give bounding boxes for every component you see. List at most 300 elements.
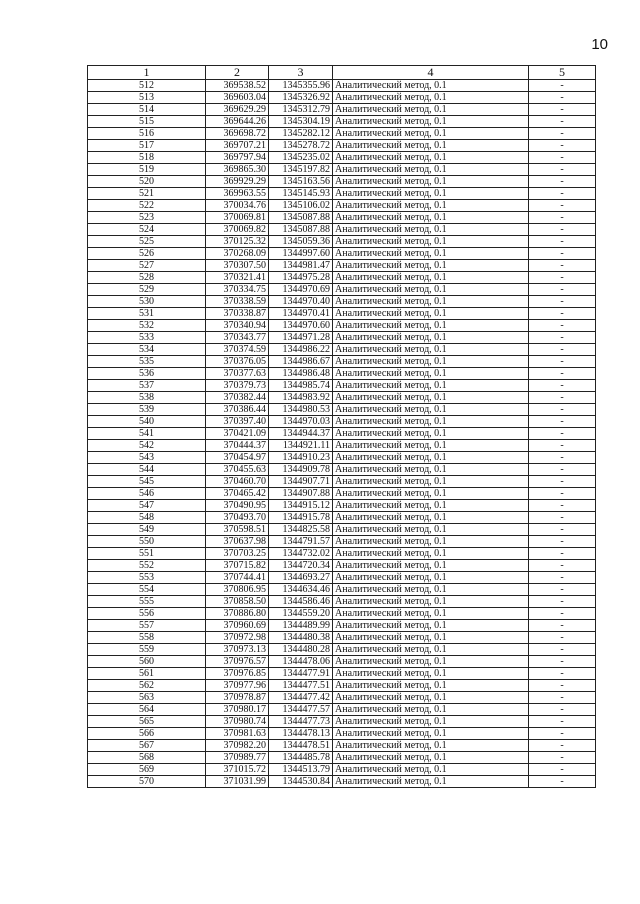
header-cell: 3: [269, 66, 333, 80]
note-cell: -: [529, 776, 596, 788]
point-number-cell: 556: [88, 608, 206, 620]
note-cell: -: [529, 740, 596, 752]
x-coordinate-cell: 370321.41: [206, 272, 269, 284]
table-row: [88, 80, 596, 92]
method-cell: Аналитический метод, 0.1: [333, 164, 529, 176]
table-row: [88, 152, 596, 164]
y-coordinate-cell: 1344997.60: [269, 248, 333, 260]
note-cell: -: [529, 104, 596, 116]
note-cell: -: [529, 512, 596, 524]
method-cell: Аналитический метод, 0.1: [333, 152, 529, 164]
method-cell: Аналитический метод, 0.1: [333, 80, 529, 92]
table-row: [88, 272, 596, 284]
method-cell: Аналитический метод, 0.1: [333, 548, 529, 560]
note-cell: -: [529, 272, 596, 284]
method-cell: Аналитический метод, 0.1: [333, 404, 529, 416]
x-coordinate-cell: 370806.95: [206, 584, 269, 596]
point-number-cell: 561: [88, 668, 206, 680]
point-number-cell: 517: [88, 140, 206, 152]
point-number-cell: 570: [88, 776, 206, 788]
x-coordinate-cell: 370069.81: [206, 212, 269, 224]
x-coordinate-cell: 370493.70: [206, 512, 269, 524]
x-coordinate-cell: 369538.52: [206, 80, 269, 92]
y-coordinate-cell: 1345235.02: [269, 152, 333, 164]
y-coordinate-cell: 1344559.20: [269, 608, 333, 620]
point-number-cell: 513: [88, 92, 206, 104]
x-coordinate-cell: 369707.21: [206, 140, 269, 152]
table-row: [88, 716, 596, 728]
point-number-cell: 549: [88, 524, 206, 536]
point-number-cell: 543: [88, 452, 206, 464]
method-cell: Аналитический метод, 0.1: [333, 416, 529, 428]
table-row: [88, 668, 596, 680]
table-row: [88, 656, 596, 668]
point-number-cell: 569: [88, 764, 206, 776]
table-row: [88, 380, 596, 392]
point-number-cell: 536: [88, 368, 206, 380]
x-coordinate-cell: 370379.73: [206, 380, 269, 392]
table-row: [88, 200, 596, 212]
table-body: [88, 80, 596, 788]
method-cell: Аналитический метод, 0.1: [333, 680, 529, 692]
x-coordinate-cell: 370960.69: [206, 620, 269, 632]
y-coordinate-cell: 1344980.53: [269, 404, 333, 416]
y-coordinate-cell: 1345087.88: [269, 212, 333, 224]
note-cell: -: [529, 608, 596, 620]
y-coordinate-cell: 1344720.34: [269, 560, 333, 572]
note-cell: -: [529, 728, 596, 740]
note-cell: -: [529, 248, 596, 260]
note-cell: -: [529, 704, 596, 716]
x-coordinate-cell: 370465.42: [206, 488, 269, 500]
table-row: [88, 644, 596, 656]
method-cell: Аналитический метод, 0.1: [333, 344, 529, 356]
x-coordinate-cell: 370744.41: [206, 572, 269, 584]
y-coordinate-cell: 1344693.27: [269, 572, 333, 584]
table-row: [88, 416, 596, 428]
y-coordinate-cell: 1344530.84: [269, 776, 333, 788]
note-cell: -: [529, 428, 596, 440]
x-coordinate-cell: 370377.63: [206, 368, 269, 380]
table-row: [88, 260, 596, 272]
method-cell: Аналитический метод, 0.1: [333, 200, 529, 212]
point-number-cell: 533: [88, 332, 206, 344]
table-row: [88, 620, 596, 632]
method-cell: Аналитический метод, 0.1: [333, 584, 529, 596]
note-cell: -: [529, 692, 596, 704]
x-coordinate-cell: 370989.77: [206, 752, 269, 764]
point-number-cell: 566: [88, 728, 206, 740]
y-coordinate-cell: 1344985.74: [269, 380, 333, 392]
x-coordinate-cell: 370444.37: [206, 440, 269, 452]
method-cell: Аналитический метод, 0.1: [333, 596, 529, 608]
table-row: [88, 524, 596, 536]
y-coordinate-cell: 1344975.28: [269, 272, 333, 284]
method-cell: Аналитический метод, 0.1: [333, 668, 529, 680]
point-number-cell: 550: [88, 536, 206, 548]
x-coordinate-cell: 370858.50: [206, 596, 269, 608]
table-row: [88, 368, 596, 380]
x-coordinate-cell: 369963.55: [206, 188, 269, 200]
x-coordinate-cell: 370307.50: [206, 260, 269, 272]
point-number-cell: 545: [88, 476, 206, 488]
note-cell: -: [529, 764, 596, 776]
x-coordinate-cell: 370976.57: [206, 656, 269, 668]
note-cell: -: [529, 416, 596, 428]
x-coordinate-cell: 370490.95: [206, 500, 269, 512]
table-row: [88, 584, 596, 596]
point-number-cell: 514: [88, 104, 206, 116]
x-coordinate-cell: 369629.29: [206, 104, 269, 116]
note-cell: -: [529, 224, 596, 236]
point-number-cell: 529: [88, 284, 206, 296]
note-cell: -: [529, 332, 596, 344]
y-coordinate-cell: 1344915.12: [269, 500, 333, 512]
y-coordinate-cell: 1344986.48: [269, 368, 333, 380]
note-cell: -: [529, 524, 596, 536]
point-number-cell: 538: [88, 392, 206, 404]
point-number-cell: 516: [88, 128, 206, 140]
note-cell: -: [529, 404, 596, 416]
table-row: [88, 224, 596, 236]
table-row: [88, 740, 596, 752]
y-coordinate-cell: 1344915.78: [269, 512, 333, 524]
note-cell: -: [529, 668, 596, 680]
table-row: [88, 464, 596, 476]
x-coordinate-cell: 370338.59: [206, 296, 269, 308]
y-coordinate-cell: 1344489.99: [269, 620, 333, 632]
point-number-cell: 568: [88, 752, 206, 764]
method-cell: Аналитический метод, 0.1: [333, 212, 529, 224]
table-row: [88, 440, 596, 452]
method-cell: Аналитический метод, 0.1: [333, 248, 529, 260]
y-coordinate-cell: 1344825.58: [269, 524, 333, 536]
y-coordinate-cell: 1344478.51: [269, 740, 333, 752]
point-number-cell: 539: [88, 404, 206, 416]
method-cell: Аналитический метод, 0.1: [333, 92, 529, 104]
x-coordinate-cell: 370374.59: [206, 344, 269, 356]
y-coordinate-cell: 1344477.91: [269, 668, 333, 680]
method-cell: Аналитический метод, 0.1: [333, 728, 529, 740]
note-cell: -: [529, 716, 596, 728]
note-cell: -: [529, 560, 596, 572]
x-coordinate-cell: 370340.94: [206, 320, 269, 332]
method-cell: Аналитический метод, 0.1: [333, 116, 529, 128]
method-cell: Аналитический метод, 0.1: [333, 776, 529, 788]
y-coordinate-cell: 1344907.88: [269, 488, 333, 500]
y-coordinate-cell: 1344478.13: [269, 728, 333, 740]
y-coordinate-cell: 1344513.79: [269, 764, 333, 776]
note-cell: -: [529, 440, 596, 452]
y-coordinate-cell: 1345326.92: [269, 92, 333, 104]
note-cell: -: [529, 356, 596, 368]
x-coordinate-cell: 370386.44: [206, 404, 269, 416]
x-coordinate-cell: 370376.05: [206, 356, 269, 368]
method-cell: Аналитический метод, 0.1: [333, 356, 529, 368]
method-cell: Аналитический метод, 0.1: [333, 272, 529, 284]
y-coordinate-cell: 1345197.82: [269, 164, 333, 176]
x-coordinate-cell: 370973.13: [206, 644, 269, 656]
method-cell: Аналитический метод, 0.1: [333, 380, 529, 392]
note-cell: -: [529, 128, 596, 140]
method-cell: Аналитический метод, 0.1: [333, 224, 529, 236]
method-cell: Аналитический метод, 0.1: [333, 512, 529, 524]
point-number-cell: 528: [88, 272, 206, 284]
table-row: [88, 560, 596, 572]
note-cell: -: [529, 752, 596, 764]
point-number-cell: 560: [88, 656, 206, 668]
y-coordinate-cell: 1344480.28: [269, 644, 333, 656]
x-coordinate-cell: 369698.72: [206, 128, 269, 140]
note-cell: -: [529, 152, 596, 164]
method-cell: Аналитический метод, 0.1: [333, 320, 529, 332]
table-row: [88, 680, 596, 692]
method-cell: Аналитический метод, 0.1: [333, 704, 529, 716]
x-coordinate-cell: 369929.29: [206, 176, 269, 188]
method-cell: Аналитический метод, 0.1: [333, 188, 529, 200]
table-row: [88, 632, 596, 644]
y-coordinate-cell: 1345304.19: [269, 116, 333, 128]
point-number-cell: 518: [88, 152, 206, 164]
y-coordinate-cell: 1345312.79: [269, 104, 333, 116]
point-number-cell: 523: [88, 212, 206, 224]
x-coordinate-cell: 370977.96: [206, 680, 269, 692]
x-coordinate-cell: 369797.94: [206, 152, 269, 164]
x-coordinate-cell: 370637.98: [206, 536, 269, 548]
y-coordinate-cell: 1344907.71: [269, 476, 333, 488]
method-cell: Аналитический метод, 0.1: [333, 284, 529, 296]
y-coordinate-cell: 1345059.36: [269, 236, 333, 248]
y-coordinate-cell: 1345087.88: [269, 224, 333, 236]
point-number-cell: 512: [88, 80, 206, 92]
y-coordinate-cell: 1344921.11: [269, 440, 333, 452]
table-row: [88, 212, 596, 224]
table-row: [88, 692, 596, 704]
method-cell: Аналитический метод, 0.1: [333, 500, 529, 512]
method-cell: Аналитический метод, 0.1: [333, 236, 529, 248]
table-row: [88, 452, 596, 464]
note-cell: -: [529, 644, 596, 656]
note-cell: -: [529, 92, 596, 104]
x-coordinate-cell: 370460.70: [206, 476, 269, 488]
table-row: [88, 500, 596, 512]
note-cell: -: [529, 260, 596, 272]
point-number-cell: 535: [88, 356, 206, 368]
point-number-cell: 521: [88, 188, 206, 200]
point-number-cell: 534: [88, 344, 206, 356]
point-number-cell: 515: [88, 116, 206, 128]
y-coordinate-cell: 1344970.41: [269, 308, 333, 320]
table-row: [88, 320, 596, 332]
method-cell: Аналитический метод, 0.1: [333, 176, 529, 188]
note-cell: -: [529, 572, 596, 584]
point-number-cell: 541: [88, 428, 206, 440]
point-number-cell: 546: [88, 488, 206, 500]
point-number-cell: 537: [88, 380, 206, 392]
x-coordinate-cell: 370598.51: [206, 524, 269, 536]
note-cell: -: [529, 380, 596, 392]
y-coordinate-cell: 1344478.06: [269, 656, 333, 668]
x-coordinate-cell: 370421.09: [206, 428, 269, 440]
method-cell: Аналитический метод, 0.1: [333, 524, 529, 536]
note-cell: -: [529, 176, 596, 188]
note-cell: -: [529, 140, 596, 152]
table-row: [88, 752, 596, 764]
y-coordinate-cell: 1344910.23: [269, 452, 333, 464]
table-row: [88, 392, 596, 404]
note-cell: -: [529, 632, 596, 644]
y-coordinate-cell: 1344485.78: [269, 752, 333, 764]
table-row: [88, 116, 596, 128]
y-coordinate-cell: 1344586.46: [269, 596, 333, 608]
x-coordinate-cell: 370886.80: [206, 608, 269, 620]
point-number-cell: 522: [88, 200, 206, 212]
table-row: [88, 140, 596, 152]
note-cell: -: [529, 296, 596, 308]
method-cell: Аналитический метод, 0.1: [333, 428, 529, 440]
page-number: 10: [591, 36, 608, 53]
table-row: [88, 776, 596, 788]
point-number-cell: 544: [88, 464, 206, 476]
y-coordinate-cell: 1344971.28: [269, 332, 333, 344]
y-coordinate-cell: 1345145.93: [269, 188, 333, 200]
method-cell: Аналитический метод, 0.1: [333, 476, 529, 488]
point-number-cell: 555: [88, 596, 206, 608]
note-cell: -: [529, 368, 596, 380]
x-coordinate-cell: 370338.87: [206, 308, 269, 320]
method-cell: Аналитический метод, 0.1: [333, 656, 529, 668]
table-row: [88, 236, 596, 248]
note-cell: -: [529, 464, 596, 476]
method-cell: Аналитический метод, 0.1: [333, 332, 529, 344]
method-cell: Аналитический метод, 0.1: [333, 140, 529, 152]
header-cell: 4: [333, 66, 529, 80]
y-coordinate-cell: 1345282.12: [269, 128, 333, 140]
method-cell: Аналитический метод, 0.1: [333, 716, 529, 728]
table-row: [88, 164, 596, 176]
y-coordinate-cell: 1344477.51: [269, 680, 333, 692]
y-coordinate-cell: 1344986.67: [269, 356, 333, 368]
method-cell: Аналитический метод, 0.1: [333, 296, 529, 308]
point-number-cell: 567: [88, 740, 206, 752]
table-row: [88, 512, 596, 524]
x-coordinate-cell: 370972.98: [206, 632, 269, 644]
header-cell: 2: [206, 66, 269, 80]
y-coordinate-cell: 1345163.56: [269, 176, 333, 188]
y-coordinate-cell: 1344970.03: [269, 416, 333, 428]
method-cell: Аналитический метод, 0.1: [333, 632, 529, 644]
note-cell: -: [529, 596, 596, 608]
coordinates-table: [87, 65, 596, 788]
method-cell: Аналитический метод, 0.1: [333, 308, 529, 320]
table-row: [88, 764, 596, 776]
note-cell: -: [529, 212, 596, 224]
y-coordinate-cell: 1344981.47: [269, 260, 333, 272]
y-coordinate-cell: 1344480.38: [269, 632, 333, 644]
note-cell: -: [529, 488, 596, 500]
y-coordinate-cell: 1344477.73: [269, 716, 333, 728]
y-coordinate-cell: 1344970.40: [269, 296, 333, 308]
point-number-cell: 519: [88, 164, 206, 176]
point-number-cell: 524: [88, 224, 206, 236]
table-row: [88, 92, 596, 104]
method-cell: Аналитический метод, 0.1: [333, 620, 529, 632]
point-number-cell: 563: [88, 692, 206, 704]
y-coordinate-cell: 1345106.02: [269, 200, 333, 212]
y-coordinate-cell: 1345355.96: [269, 80, 333, 92]
method-cell: Аналитический метод, 0.1: [333, 644, 529, 656]
note-cell: -: [529, 680, 596, 692]
point-number-cell: 562: [88, 680, 206, 692]
y-coordinate-cell: 1344477.57: [269, 704, 333, 716]
note-cell: -: [529, 164, 596, 176]
point-number-cell: 527: [88, 260, 206, 272]
x-coordinate-cell: 370268.09: [206, 248, 269, 260]
table-row: [88, 188, 596, 200]
table-row: [88, 704, 596, 716]
x-coordinate-cell: 370976.85: [206, 668, 269, 680]
table-row: [88, 608, 596, 620]
x-coordinate-cell: 370334.75: [206, 284, 269, 296]
note-cell: -: [529, 188, 596, 200]
table-row: [88, 128, 596, 140]
note-cell: -: [529, 200, 596, 212]
x-coordinate-cell: 371031.99: [206, 776, 269, 788]
table-row: [88, 404, 596, 416]
x-coordinate-cell: 370715.82: [206, 560, 269, 572]
method-cell: Аналитический метод, 0.1: [333, 104, 529, 116]
x-coordinate-cell: 369865.30: [206, 164, 269, 176]
point-number-cell: 565: [88, 716, 206, 728]
method-cell: Аналитический метод, 0.1: [333, 488, 529, 500]
method-cell: Аналитический метод, 0.1: [333, 560, 529, 572]
point-number-cell: 532: [88, 320, 206, 332]
y-coordinate-cell: 1344944.37: [269, 428, 333, 440]
note-cell: -: [529, 284, 596, 296]
point-number-cell: 526: [88, 248, 206, 260]
method-cell: Аналитический метод, 0.1: [333, 260, 529, 272]
header-cell: 5: [529, 66, 596, 80]
y-coordinate-cell: 1345278.72: [269, 140, 333, 152]
note-cell: -: [529, 308, 596, 320]
x-coordinate-cell: 370978.87: [206, 692, 269, 704]
note-cell: -: [529, 392, 596, 404]
point-number-cell: 552: [88, 560, 206, 572]
x-coordinate-cell: 370455.63: [206, 464, 269, 476]
point-number-cell: 558: [88, 632, 206, 644]
x-coordinate-cell: 369603.04: [206, 92, 269, 104]
y-coordinate-cell: 1344983.92: [269, 392, 333, 404]
x-coordinate-cell: 370454.97: [206, 452, 269, 464]
method-cell: Аналитический метод, 0.1: [333, 692, 529, 704]
method-cell: Аналитический метод, 0.1: [333, 764, 529, 776]
x-coordinate-cell: 370034.76: [206, 200, 269, 212]
table-row: [88, 548, 596, 560]
note-cell: -: [529, 656, 596, 668]
table-row: [88, 176, 596, 188]
y-coordinate-cell: 1344477.42: [269, 692, 333, 704]
x-coordinate-cell: 370069.82: [206, 224, 269, 236]
point-number-cell: 557: [88, 620, 206, 632]
point-number-cell: 547: [88, 500, 206, 512]
point-number-cell: 540: [88, 416, 206, 428]
x-coordinate-cell: 370980.17: [206, 704, 269, 716]
x-coordinate-cell: 370343.77: [206, 332, 269, 344]
note-cell: -: [529, 536, 596, 548]
method-cell: Аналитический метод, 0.1: [333, 608, 529, 620]
method-cell: Аналитический метод, 0.1: [333, 752, 529, 764]
table-row: [88, 488, 596, 500]
